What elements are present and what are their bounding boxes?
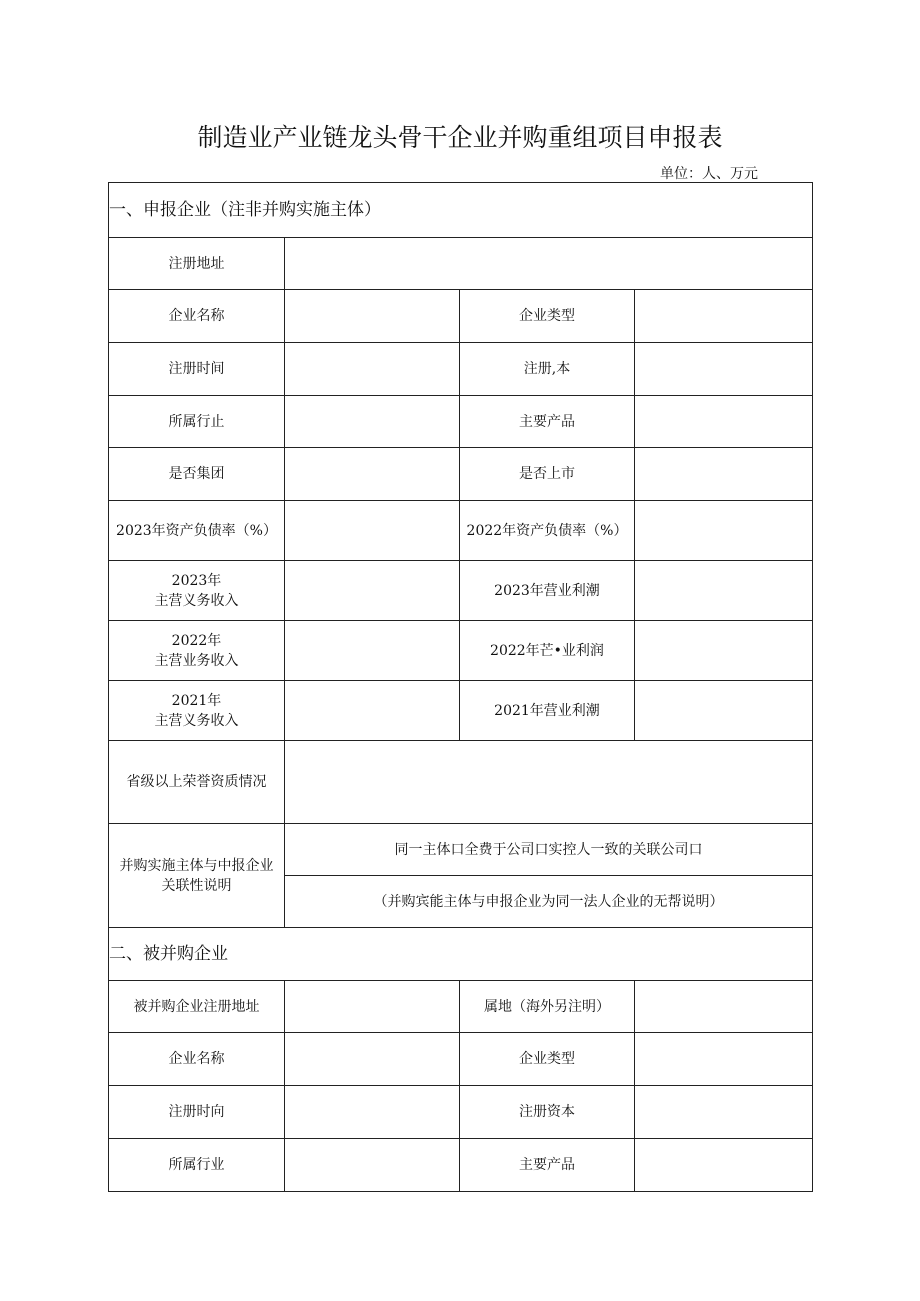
label-revenue-2021 <box>109 681 285 741</box>
label-debt-ratio-2022: 2022年资产负债率（%） <box>460 501 635 561</box>
table-row <box>109 981 813 1033</box>
label-revenue-2023 <box>109 561 285 621</box>
field-target-industry[interactable] <box>285 1139 460 1192</box>
relation-options[interactable]: 同一主体口全费于公司口实控人一致的关联公司口 <box>285 824 813 876</box>
label-target-registered-time: 注册时向 <box>109 1086 285 1139</box>
field-revenue-2021[interactable] <box>285 681 460 741</box>
field-industry[interactable] <box>285 396 460 448</box>
field-honors[interactable] <box>285 741 813 824</box>
field-target-company-type[interactable] <box>635 1033 813 1086</box>
field-registered-address[interactable] <box>285 238 813 290</box>
label-target-location: 属地（海外另注明） <box>460 981 635 1033</box>
label-industry: 所属行止 <box>109 396 285 448</box>
label-revenue-2023-year: 2023年 <box>171 572 222 589</box>
field-target-company-name[interactable] <box>285 1033 460 1086</box>
field-target-registered-address[interactable] <box>285 981 460 1033</box>
field-debt-ratio-2023[interactable] <box>285 501 460 561</box>
label-relation-line2: 关联性说明 <box>161 877 232 894</box>
label-profit-2023: 2023年营业利潮 <box>460 561 635 621</box>
section1-heading-row <box>109 183 813 238</box>
label-registered-time: 注册时间 <box>109 343 285 396</box>
label-company-type: 企业类型 <box>460 290 635 343</box>
field-revenue-2023[interactable] <box>285 561 460 621</box>
table-row <box>109 741 813 824</box>
table-row <box>109 621 813 681</box>
label-revenue-2022-text: 主营业务收入 <box>154 652 239 669</box>
table-row <box>109 1139 813 1192</box>
section1-heading: 一、申报企业（注非并购实施主体） <box>109 183 813 238</box>
label-profit-2022: 2022年芒•业利润 <box>460 621 635 681</box>
field-registered-capital[interactable] <box>635 343 813 396</box>
label-relation <box>109 824 285 928</box>
section2-heading-row <box>109 928 813 981</box>
table-row <box>109 824 813 876</box>
label-debt-ratio-2023: 2023年资产负债率（%） <box>109 501 285 561</box>
table-row <box>109 238 813 290</box>
label-is-group: 是否集团 <box>109 448 285 501</box>
label-target-company-name: 企业名称 <box>109 1033 285 1086</box>
label-honors: 省级以上荣誉资质情况 <box>109 741 285 824</box>
label-revenue-2022 <box>109 621 285 681</box>
section2-heading: 二、被并购企业 <box>109 928 813 981</box>
form-title: 制造业产业链龙头骨干企业并购重组项目申报表 <box>197 123 723 152</box>
label-registered-capital: 注册,本 <box>460 343 635 396</box>
field-debt-ratio-2022[interactable] <box>635 501 813 561</box>
table-row <box>109 396 813 448</box>
table-row <box>109 561 813 621</box>
table-row <box>109 1086 813 1139</box>
field-is-group[interactable] <box>285 448 460 501</box>
table-row <box>109 290 813 343</box>
label-is-listed: 是否上市 <box>460 448 635 501</box>
field-profit-2021[interactable] <box>635 681 813 741</box>
field-target-main-products[interactable] <box>635 1139 813 1192</box>
label-company-name: 企业名称 <box>109 290 285 343</box>
field-registered-time[interactable] <box>285 343 460 396</box>
label-target-registered-capital: 注册资本 <box>460 1086 635 1139</box>
field-company-name[interactable] <box>285 290 460 343</box>
label-profit-2021: 2021年营业利潮 <box>460 681 635 741</box>
label-revenue-2021-text: 主营义务收入 <box>154 712 239 729</box>
label-revenue-2021-year: 2021年 <box>171 692 222 709</box>
label-target-company-type: 企业类型 <box>460 1033 635 1086</box>
table-row <box>109 681 813 741</box>
label-target-main-products: 主要产品 <box>460 1139 635 1192</box>
label-target-registered-address: 被并购企业注册地址 <box>109 981 285 1033</box>
table-row <box>109 501 813 561</box>
relation-note: （并购宾能主体与申报企业为同一法人企业的无帮说明） <box>285 876 813 928</box>
field-target-registered-time[interactable] <box>285 1086 460 1139</box>
field-company-type[interactable] <box>635 290 813 343</box>
field-profit-2022[interactable] <box>635 621 813 681</box>
table-row <box>109 343 813 396</box>
label-revenue-2023-text: 主营义务收入 <box>154 592 239 609</box>
label-revenue-2022-year: 2022年 <box>171 632 222 649</box>
label-relation-line1: 并购实施主体与中报企业 <box>119 857 274 874</box>
field-target-registered-capital[interactable] <box>635 1086 813 1139</box>
application-form-table <box>108 182 813 1192</box>
label-target-industry: 所属行业 <box>109 1139 285 1192</box>
table-row <box>109 1033 813 1086</box>
label-main-products: 主要产品 <box>460 396 635 448</box>
unit-note: 单位：人、万元 <box>660 166 758 182</box>
field-is-listed[interactable] <box>635 448 813 501</box>
field-main-products[interactable] <box>635 396 813 448</box>
field-revenue-2022[interactable] <box>285 621 460 681</box>
table-row <box>109 448 813 501</box>
label-registered-address: 注册地址 <box>109 238 285 290</box>
field-target-location[interactable] <box>635 981 813 1033</box>
field-profit-2023[interactable] <box>635 561 813 621</box>
